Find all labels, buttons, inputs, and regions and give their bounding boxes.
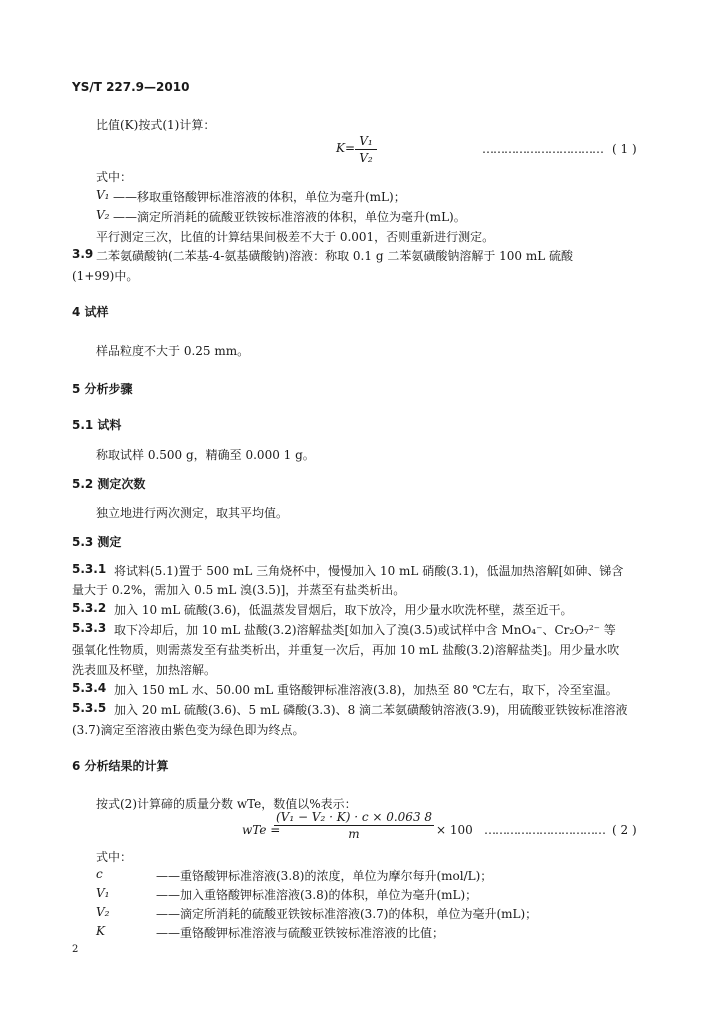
para-5-3-4-number: 5.3.4: [72, 681, 107, 695]
formula1-number: ( 1 ): [612, 142, 637, 156]
ratio-def-text: ——移取重铬酸钾标准溶液的体积，单位为毫升(mL)；: [113, 190, 406, 204]
formula2-lhs: wTe =: [242, 823, 281, 837]
ratio-def-symbol: V₂: [96, 208, 110, 222]
section-6-def-text: ——重铬酸钾标准溶液(3.8)的浓度，单位为摩尔每升(mol/L)；: [156, 869, 493, 883]
formula1-lhs: K=: [336, 141, 356, 155]
formula2-denominator: m: [348, 827, 360, 841]
section-5-3-heading: 5.3 测定: [72, 535, 122, 549]
formula2-numerator: (V₁ − V₂ · K) · c × 0.063 8: [275, 810, 433, 824]
ratio-note: 平行测定三次，比值的计算结果间极差不大于 0.001，否则重新进行测定。: [96, 230, 495, 244]
section-6-where-label: 式中：: [96, 850, 133, 864]
section-4-text: 样品粒度不大于 0.25 mm。: [96, 344, 250, 358]
para-5-3-1-number: 5.3.1: [72, 562, 107, 576]
section-6-def-text: ——滴定所消耗的硫酸亚铁铵标准溶液(3.7)的体积，单位为毫升(mL)；: [156, 907, 538, 921]
formula1-numerator: V₁: [359, 134, 373, 148]
para-5-3-2-line: 加入 10 mL 硫酸(3.6)，低温蒸发冒烟后，取下放冷，用少量水吹洗杯壁，蒸至近干。: [114, 603, 573, 617]
section-6-def-symbol: c: [96, 867, 103, 881]
ratio-where-label: 式中：: [96, 170, 133, 184]
section-6-heading: 6 分析结果的计算: [72, 759, 169, 773]
formula1-fraction: [355, 134, 377, 165]
formula1-dots: ……………………………: [482, 142, 603, 156]
section-6-def-text: ——重铬酸钾标准溶液与硫酸亚铁铵标准溶液的比值；: [156, 926, 445, 940]
ratio-def-symbol: V₁: [96, 188, 110, 202]
ratio-intro: 比值(K)按式(1)计算：: [96, 118, 216, 132]
para-5-3-1-line: 量大于 0.2%，需加入 0.5 mL 溴(3.5)]，并蒸至有盐类析出。: [72, 583, 406, 597]
para-5-3-3-number: 5.3.3: [72, 621, 107, 635]
section-6-def-symbol: V₂: [96, 905, 110, 919]
section-5-heading: 5 分析步骤: [72, 382, 133, 396]
section-6-intro: 按式(2)计算碲的质量分数 wTe，数值以%表示：: [96, 797, 357, 811]
formula2-number: ( 2 ): [612, 823, 637, 837]
para-5-3-2-number: 5.3.2: [72, 601, 107, 615]
para-5-3-5-line: 加入 20 mL 硫酸(3.6)、5 mL 磷酸(3.3)、8 滴二苯氨磺酸钠溶液(3.9)，用硫酸亚铁铵标准溶液: [114, 703, 628, 717]
section-5-1-text: 称取试样 0.500 g，精确至 0.000 1 g。: [96, 448, 315, 462]
para-5-3-3-line: 取下冷却后，加 10 mL 盐酸(3.2)溶解盐类[如加入了溴(3.5)或试样中含 MnO₄⁻、Cr₂O₇²⁻ 等: [114, 623, 616, 637]
formula2-fraction: [274, 810, 434, 841]
para-5-3-4-line: 加入 150 mL 水、50.00 mL 重铬酸钾标准溶液(3.8)，加热至 80 ℃左右，取下，冷至室温。: [114, 683, 618, 697]
item-3-9-number: 3.9: [72, 247, 94, 261]
section-6-def-symbol: K: [96, 924, 105, 938]
section-5-1-heading: 5.1 试料: [72, 418, 122, 432]
item-3-9-line: (1+99)中。: [72, 269, 139, 283]
para-5-3-3-line: 强氧化性物质，则需蒸发至有盐类析出，并重复一次后，再加 10 mL 盐酸(3.2)溶解盐类]。用少量水吹: [72, 643, 620, 657]
section-5-2-heading: 5.2 测定次数: [72, 477, 146, 491]
para-5-3-5-line: (3.7)滴定至溶液由紫色变为绿色即为终点。: [72, 723, 305, 737]
formula2-dots: ……………………………: [484, 823, 605, 837]
section-6-def-text: ——加入重铬酸钾标准溶液(3.8)的体积，单位为毫升(mL)；: [156, 888, 478, 902]
section-6-def-symbol: V₁: [96, 886, 110, 900]
para-5-3-1-line: 将试料(5.1)置于 500 mL 三角烧杯中，慢慢加入 10 mL 硝酸(3.1)，低温加热溶解[如砷、锑含: [114, 564, 624, 578]
formula2-times: × 100: [436, 823, 473, 837]
para-5-3-5-number: 5.3.5: [72, 701, 107, 715]
section-4-heading: 4 试样: [72, 305, 109, 319]
formula1-denominator: V₂: [359, 151, 373, 165]
section-5-2-text: 独立地进行两次测定，取其平均值。: [96, 506, 289, 520]
ratio-def-text: ——滴定所消耗的硫酸亚铁铵标准溶液的体积，单位为毫升(mL)。: [113, 210, 466, 224]
standard-code: YS/T 227.9—2010: [72, 80, 190, 94]
para-5-3-3-line: 洗表皿及杯壁，加热溶解。: [72, 663, 217, 677]
item-3-9-line: 二苯氨磺酸钠(二苯基-4-氨基磺酸钠)溶液：称取 0.1 g 二苯氨磺酸钠溶解于 100 mL 硫酸: [96, 249, 574, 263]
page-number: 2: [72, 944, 79, 955]
